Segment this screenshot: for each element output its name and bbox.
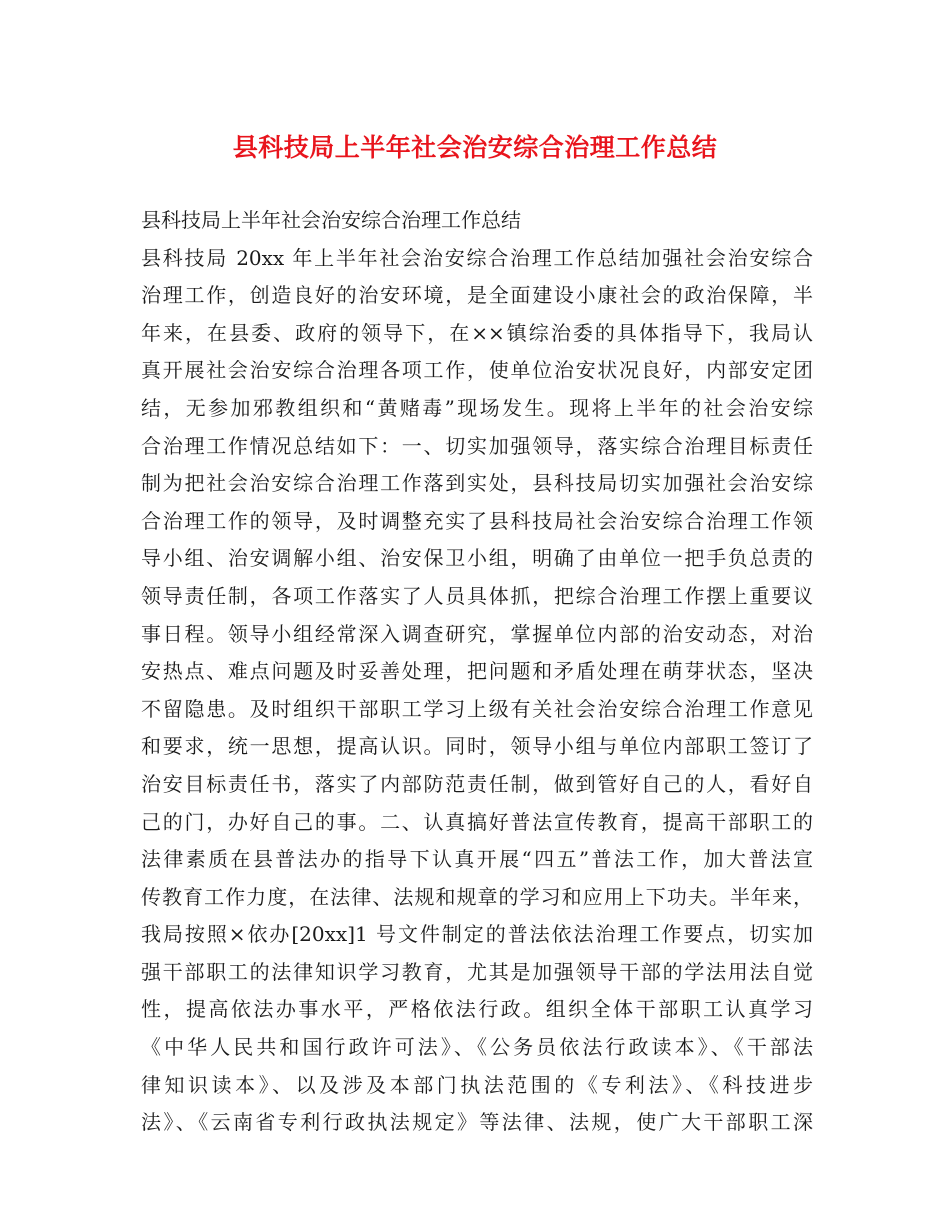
body-line: 我局按照×依办[20xx]1 号文件制定的普法依法治理工作要点，切实加 [141, 922, 813, 947]
body-line: 县科技局 20xx 年上半年社会治安综合治理工作总结加强社会治安综合 [141, 245, 813, 270]
body-line: 安热点、难点问题及时妥善处理，把问题和矛盾处理在萌芽状态，坚决 [141, 659, 813, 684]
body-line: 和要求，统一思想，提高认识。同时，领导小组与单位内部职工签订了 [141, 734, 813, 759]
body-line: 传教育工作力度，在法律、法规和规章的学习和应用上下功夫。半年来， [141, 884, 813, 909]
body-line: 领导责任制，各项工作落实了人员具体抓，把综合治理工作摆上重要议 [141, 583, 813, 608]
body-line: 不留隐患。及时组织干部职工学习上级有关社会治安综合治理工作意见 [141, 696, 813, 721]
body-line: 结，无参加邪教组织和“黄赌毒”现场发生。现将上半年的社会治安综 [141, 395, 813, 420]
body-line: 合治理工作情况总结如下：一、切实加强领导，落实综合治理目标责任 [141, 433, 813, 458]
document-body [141, 202, 813, 1142]
body-line: 年来，在县委、政府的领导下，在××镇综治委的具体指导下，我局认 [141, 320, 813, 345]
body-line: 真开展社会治安综合治理各项工作，使单位治安状况良好，内部安定团 [141, 358, 813, 383]
body-line: 法律素质在县普法办的指导下认真开展“四五”普法工作，加大普法宣 [141, 847, 813, 872]
body-line: 己的门，办好自己的事。二、认真搞好普法宣传教育，提高干部职工的 [141, 809, 813, 834]
body-line: 制为把社会治安综合治理工作落到实处，县科技局切实加强社会治安综 [141, 471, 813, 496]
body-line: 《中华人民共和国行政许可法》、《公务员依法行政读本》、《干部法 [141, 1035, 813, 1060]
body-line: 合治理工作的领导，及时调整充实了县科技局社会治安综合治理工作领 [141, 508, 813, 533]
document-title: 县科技局上半年社会治安综合治理工作总结 [232, 133, 718, 162]
body-line: 性，提高依法办事水平，严格依法行政。组织全体干部职工认真学习 [141, 997, 813, 1022]
body-line: 治理工作，创造良好的治安环境，是全面建设小康社会的政治保障，半 [141, 283, 813, 308]
body-line: 导小组、治安调解小组、治安保卫小组，明确了由单位一把手负总责的 [141, 546, 813, 571]
body-line: 律知识读本》、以及涉及本部门执法范围的《专利法》、《科技进步 [141, 1072, 813, 1097]
body-line: 事日程。领导小组经常深入调查研究，掌握单位内部的治安动态，对治 [141, 621, 813, 646]
body-line: 治安目标责任书，落实了内部防范责任制，做到管好自己的人，看好自 [141, 771, 813, 796]
body-paragraph [141, 240, 813, 1142]
body-line: 强干部职工的法律知识学习教育，尤其是加强领导干部的学法用法自觉 [141, 959, 813, 984]
body-line: 法》、《云南省专利行政执法规定》等法律、法规，使广大干部职工深 [141, 1110, 813, 1135]
document-subtitle: 县科技局上半年社会治安综合治理工作总结 [141, 208, 521, 232]
